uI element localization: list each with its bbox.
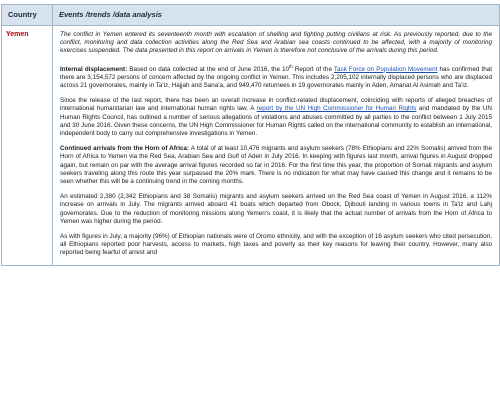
- arrivals-label: Continued arrivals from the Horn of Africa:: [60, 145, 190, 153]
- intro-paragraph: The conflict in Yemen entered its seventeenth month with escalation of shelling and fighting putting civilians at risk. As previously reported, due to the conflict, monitoring and data collection activities along the Red Sea and Arabian sea coasts continued to be affected, with a majority of monitoring exercises suspended. The data presented in this report on arrivals in Yemen is therefore not conclusive of the arrivals during this period.: [60, 31, 492, 55]
- column-header-events: Events /trends /data analysis: [53, 5, 500, 26]
- internal-displacement-label: Internal displacement:: [60, 65, 128, 73]
- superscript: th: [289, 63, 293, 69]
- arrivals-paragraph: [60, 145, 492, 186]
- internal-displacement-paragraph: [60, 63, 492, 91]
- column-header-country: Country: [2, 5, 53, 26]
- paragraph-text: Report of the: [292, 65, 334, 73]
- unhchr-report-link[interactable]: report by the UN High Commissioner for Human Rights: [256, 105, 417, 113]
- table-header-row: [2, 5, 500, 26]
- events-cell: [53, 26, 500, 266]
- task-force-link[interactable]: Task Force on Population Movement: [333, 65, 438, 73]
- ethiopian-nationals-paragraph: As with figures in July, a majority (96%) of Ethiopian nationals were of Oromo ethnicity, and with the exception of 16 asylum seekers who cited persecution, all Ethiopians reported poor harvests, access to markets, high taxes and poverty as their key reasons for leaving their country. However, many also reported being fearful of arrest and: [60, 233, 492, 257]
- paragraph-text: and mandated by the UN Human Rights Council, has outlined a number of serious allegations of violations and abuses committed by all parties to the conflict between 1 July 2015 and 30 June 2016. Given these concerns, the UN High Commissioner for Human Rights called on the international community to establish an international, independent body to carry out comprehensive investigations in Yemen.: [60, 105, 492, 138]
- paragraph-text: A total of at least 10,476 migrants and asylum seekers (78% Ethiopians and 22% Somalis) arrived from the Horn of Africa to Yemen via the Red Sea, Arabian Sea and Gulf of Aden in July 2016. In keeping with figures last month, arrival figures in August dropped again, but remain on par with the average arrival figures recorded so far in 2016. For the first time this year, the proportion of Somali migrants and asylum seekers traveling along this route this year surpassed the 20% mark. There is no indication for what may have caused this change and it remains to be seen whether this will be a continuing trend in the coming months.: [60, 145, 492, 186]
- paragraph-text: Since the release of the last report, there has been an overall increase in conflict-related displacement, coinciding with reports of alleged breaches of international humanitarian law and international human rights law. A: [60, 97, 492, 113]
- paragraph-text: has confirmed that there are 3,154,572 persons of concern affected by the ongoing conflict in Yemen. This includes 2,205,102 internally displaced persons who are displaced across 21 governorates, mainly in Ta'iz, Hajjah and Sana'a, and 949,470 returnees in 19 governorates mainly in Aden, Amanat Al Asimah and Ta'iz.: [60, 65, 492, 90]
- report-table: [1, 4, 500, 266]
- red-sea-arrivals-paragraph: An estimated 2,380 (2,342 Ethiopians and 38 Somalis) migrants and asylum seekers arrived on the Red Sea coast of Yemen in August 2016, a 112% increase on arrivals in July. The migrants arrived aboard 41 boats which departed from Obock, Djibouti landing in various towns in Ta'iz and Lahj governorates. Due to the reduction of monitoring missions along Yemen's coast, it is likely that the actual number of arrivals from the Horn of Africa to Yemen was higher during the period.: [60, 193, 492, 225]
- country-cell: Yemen: [2, 26, 53, 266]
- table-row: [2, 26, 500, 266]
- human-rights-paragraph: [60, 97, 492, 138]
- paragraph-text: Based on data collected at the end of June 2016, the 10: [127, 65, 290, 73]
